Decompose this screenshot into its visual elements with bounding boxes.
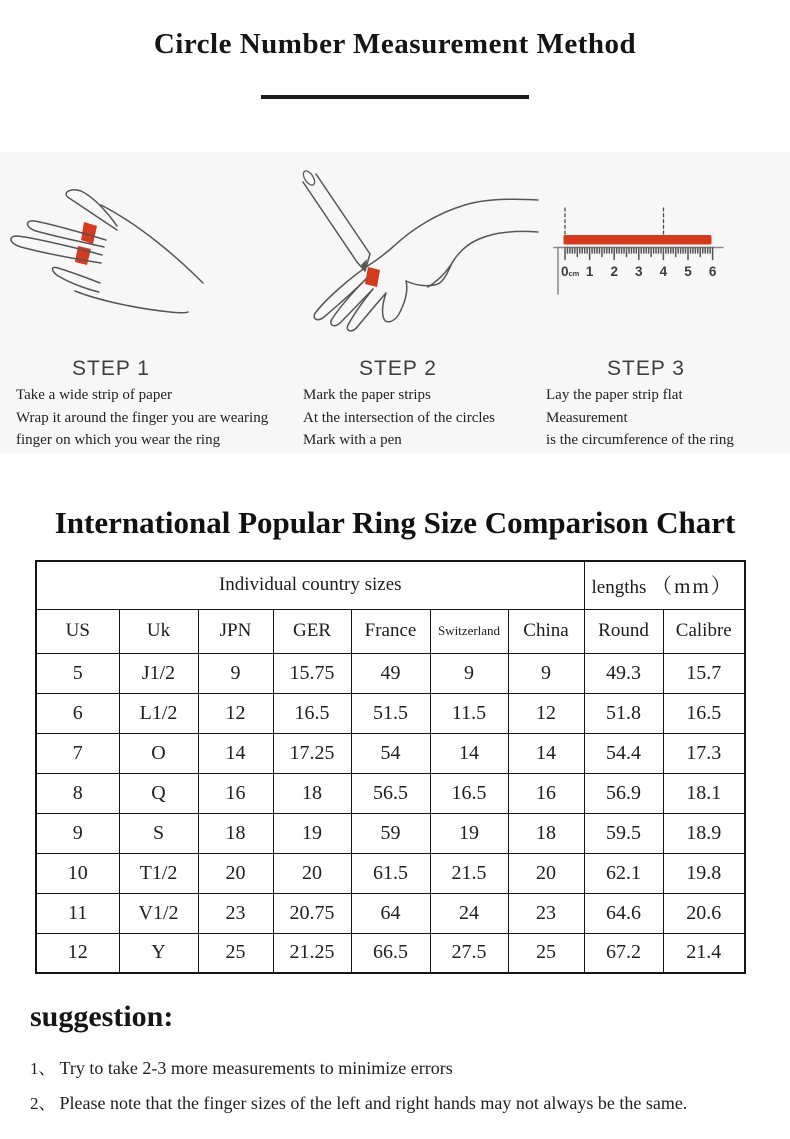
suggestion-item-2-number: 2、: [30, 1094, 56, 1113]
table-row: [36, 653, 745, 693]
table-cell: 56.5: [351, 773, 430, 813]
table-cell: 11.5: [430, 693, 508, 733]
table-cell: 54: [351, 733, 430, 773]
table-cell: 14: [198, 733, 273, 773]
svg-text:3: 3: [635, 264, 643, 279]
table-cell: Q: [119, 773, 198, 813]
suggestion-item-2: [30, 1089, 687, 1114]
step2-line1: Mark the paper strips: [303, 387, 431, 403]
table-cell: 14: [430, 733, 508, 773]
svg-text:4: 4: [659, 264, 668, 279]
table-cell: 61.5: [351, 853, 430, 893]
column-header-jpn: JPN: [198, 609, 273, 653]
svg-text:2: 2: [610, 264, 618, 279]
table-cell: 21.4: [663, 933, 745, 973]
step1-line1: Take a wide strip of paper: [16, 387, 172, 403]
column-header-round: Round: [584, 609, 663, 653]
step2-heading: STEP 2: [359, 357, 437, 380]
table-cell: 64: [351, 893, 430, 933]
column-header-ger: GER: [273, 609, 351, 653]
table-cell: 27.5: [430, 933, 508, 973]
step1-description: [16, 384, 296, 452]
table-cell: 9: [36, 813, 119, 853]
table-cell: 67.2: [584, 933, 663, 973]
table-cell: 21.25: [273, 933, 351, 973]
table-cell: 20: [273, 853, 351, 893]
table-cell: 9: [430, 653, 508, 693]
table-cell: Y: [119, 933, 198, 973]
table-cell: 16.5: [663, 693, 745, 733]
suggestion-item-1-number: 1、: [30, 1059, 56, 1078]
table-cell: 14: [508, 733, 584, 773]
table-cell: 17.25: [273, 733, 351, 773]
ruler-illustration: [548, 203, 728, 298]
table-cell: 49.3: [584, 653, 663, 693]
table-cell: 15.75: [273, 653, 351, 693]
group-header-country-sizes: Individual country sizes: [36, 561, 584, 609]
table-cell: 64.6: [584, 893, 663, 933]
table-cell: 18: [273, 773, 351, 813]
table-cell: 18: [508, 813, 584, 853]
table-cell: 20: [198, 853, 273, 893]
table-cell: 19.8: [663, 853, 745, 893]
table-cell: 6: [36, 693, 119, 733]
table-cell: 16.5: [273, 693, 351, 733]
step1-line3: finger on which you wear the ring: [16, 432, 221, 448]
step1-line2: Wrap it around the finger you are wearing: [16, 409, 269, 426]
column-header-china: China: [508, 609, 584, 653]
step1-heading: STEP 1: [72, 357, 150, 380]
step2-line3: Mark with a pen: [303, 432, 402, 448]
table-cell: 16: [198, 773, 273, 813]
step2-line2: At the intersection of the circles: [303, 409, 496, 426]
table-cell: 17.3: [663, 733, 745, 773]
table-cell: 19: [273, 813, 351, 853]
suggestion-heading: suggestion:: [30, 1000, 174, 1033]
table-cell: 5: [36, 653, 119, 693]
table-cell: 20.6: [663, 893, 745, 933]
table-cell: 11: [36, 893, 119, 933]
suggestion-item-1: [30, 1054, 453, 1079]
column-header-france: France: [351, 609, 430, 653]
svg-text:1: 1: [585, 264, 594, 279]
step3-line1: Lay the paper strip flat: [546, 387, 683, 403]
table-cell: J1/2: [119, 653, 198, 693]
column-header-switzerland: Switzerland: [430, 609, 508, 653]
table-cell: 21.5: [430, 853, 508, 893]
group-header-row: [36, 561, 745, 609]
table-cell: 16: [508, 773, 584, 813]
table-cell: 62.1: [584, 853, 663, 893]
table-cell: L1/2: [119, 693, 198, 733]
table-cell: 19: [430, 813, 508, 853]
table-cell: 56.9: [584, 773, 663, 813]
suggestion-item-2-text: Please note that the finger sizes of the left and right hands may not always be the same.: [59, 1093, 688, 1113]
table-cell: 18: [198, 813, 273, 853]
table-cell: 59: [351, 813, 430, 853]
table-cell: 12: [36, 933, 119, 973]
step3-description: [546, 384, 786, 452]
column-header-calibre: Calibre: [663, 609, 745, 653]
step3-line3: is the circumference of the ring: [546, 432, 734, 448]
table-cell: 66.5: [351, 933, 430, 973]
lengths-label: lengths: [591, 577, 647, 599]
table-cell: 54.4: [584, 733, 663, 773]
ruler-ticks: [565, 248, 713, 260]
table-cell: T1/2: [119, 853, 198, 893]
table-cell: 20.75: [273, 893, 351, 933]
table-cell: 18.9: [663, 813, 745, 853]
table-cell: 51.8: [584, 693, 663, 733]
step2-description: [303, 384, 543, 452]
suggestion-item-1-text: Try to take 2-3 more measurements to minimize errors: [59, 1058, 453, 1078]
table-cell: S: [119, 813, 198, 853]
table-cell: 59.5: [584, 813, 663, 853]
ruler-numbers: [561, 264, 717, 279]
table-cell: 10: [36, 853, 119, 893]
table-cell: 9: [508, 653, 584, 693]
table-row: [36, 853, 745, 893]
table-cell: 51.5: [351, 693, 430, 733]
page-title: Circle Number Measurement Method: [153, 28, 637, 60]
lengths-unit: （mm）: [651, 574, 734, 599]
table-row: [36, 693, 745, 733]
table-row: [36, 933, 745, 973]
paper-strip-bar: [564, 235, 712, 245]
table-cell: 12: [198, 693, 273, 733]
table-cell: 23: [198, 893, 273, 933]
table-cell: V1/2: [119, 893, 198, 933]
column-header-uk: Uk: [119, 609, 198, 653]
group-header-lengths: [584, 561, 745, 609]
table-cell: 16.5: [430, 773, 508, 813]
table-cell: 18.1: [663, 773, 745, 813]
svg-text:6: 6: [708, 264, 717, 279]
svg-text:5: 5: [684, 264, 692, 279]
size-chart-table: [35, 560, 746, 974]
table-cell: 12: [508, 693, 584, 733]
table-row: [36, 893, 745, 933]
svg-text:0cm: 0cm: [561, 264, 580, 279]
table-cell: 24: [430, 893, 508, 933]
table-cell: 23: [508, 893, 584, 933]
step3-line2: Measurement: [546, 409, 628, 426]
table-cell: O: [119, 733, 198, 773]
table-row: [36, 773, 745, 813]
hand-paper-strip-illustration: [5, 185, 235, 353]
table-cell: 20: [508, 853, 584, 893]
table-cell: 15.7: [663, 653, 745, 693]
table-cell: 25: [198, 933, 273, 973]
column-header-us: US: [36, 609, 119, 653]
title-underline: [261, 95, 529, 99]
table-cell: 49: [351, 653, 430, 693]
table-cell: 7: [36, 733, 119, 773]
table-cell: 9: [198, 653, 273, 693]
column-header-row: [36, 609, 745, 653]
table-row: [36, 733, 745, 773]
size-chart-title: International Popular Ring Size Comparison Chart: [54, 505, 736, 540]
hand-pen-marking-illustration: [295, 168, 540, 343]
table-row: [36, 813, 745, 853]
step3-heading: STEP 3: [607, 357, 685, 380]
table-cell: 25: [508, 933, 584, 973]
table-cell: 8: [36, 773, 119, 813]
